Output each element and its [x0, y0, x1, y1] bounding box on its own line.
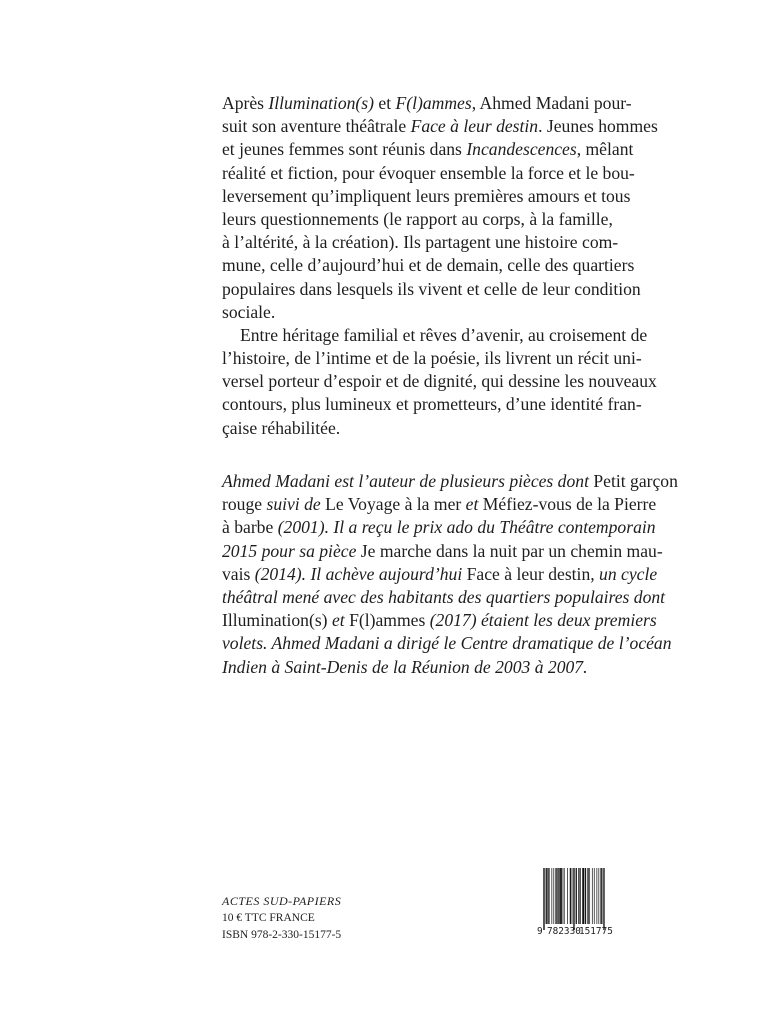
- barcode-bar: [574, 868, 575, 930]
- text-segment: à barbe: [222, 517, 278, 538]
- barcode-bar: [576, 868, 577, 924]
- text-line: [222, 185, 631, 208]
- synopsis-paragraph-1: [222, 92, 658, 324]
- barcode-bar: [567, 868, 568, 924]
- barcode: [537, 868, 613, 942]
- text-line: [222, 231, 619, 254]
- text-line: [222, 138, 634, 161]
- isbn: ISBN 978-2-330-15177-5: [222, 929, 342, 941]
- text-segment: réalité et fiction, pour évoquer ensemble la force et le bou-: [222, 162, 635, 183]
- text-line: [222, 162, 635, 185]
- text-line: [222, 632, 672, 655]
- text-segment: , Ahmed Madani pour-: [471, 93, 632, 113]
- barcode-bar: [570, 868, 571, 924]
- text-segment: Entre héritage familial et rêves d’avenir, au croisement de: [240, 324, 648, 345]
- text-segment: vais: [222, 563, 255, 584]
- barcode-bar: [598, 868, 599, 924]
- barcode-bar: [589, 868, 590, 924]
- barcode-bar: [573, 868, 574, 930]
- text-line: [222, 370, 657, 393]
- italic-segment: (2001). Il a reçu le prix ado du Théâtre contemporain: [277, 517, 656, 538]
- text-line: [222, 540, 663, 563]
- text-segment: Petit garçon: [593, 471, 678, 491]
- text-line: [222, 656, 600, 679]
- text-segment: leversement qu’impliquent leurs premières amours et tous: [222, 185, 631, 206]
- barcode-bar: [601, 868, 602, 924]
- barcode-bar: [600, 868, 601, 924]
- italic-segment: Face à leur destin: [410, 116, 539, 137]
- barcode-bar: [582, 868, 583, 924]
- italic-segment: (2014). Il achève aujourd’hui: [254, 563, 467, 584]
- text-segment: Le Voyage à la mer: [325, 494, 466, 515]
- text-line: [222, 563, 658, 586]
- barcode-bar: [548, 868, 549, 924]
- barcode-bar: [559, 868, 560, 924]
- text-line: [222, 208, 613, 231]
- italic-segment: volets. Ahmed Madani a dirigé le Centre dramatique de l’océan: [222, 633, 672, 654]
- barcode-bar: [594, 868, 595, 924]
- publisher-logo: ACTES SUD-PAPIERS: [222, 894, 342, 908]
- text-line: [222, 347, 642, 370]
- barcode-bar: [546, 868, 547, 924]
- barcode-bar: [583, 868, 584, 924]
- italic-segment: Ahmed Madani est l’auteur de plusieurs pièces dont: [222, 471, 594, 491]
- barcode-bar: [570, 868, 571, 924]
- barcode-bar: [549, 868, 550, 924]
- barcode-bar: [576, 868, 577, 924]
- text-line: [222, 301, 600, 324]
- text-line: [222, 115, 658, 138]
- barcode-bar: [588, 868, 589, 924]
- text-segment: Illumination(s): [222, 610, 332, 631]
- barcode-bar: [544, 868, 545, 930]
- text-line: [222, 324, 648, 347]
- text-line: [222, 586, 666, 609]
- text-line: [222, 278, 641, 301]
- barcode-bar: [557, 868, 558, 924]
- barcode-bar: [558, 868, 559, 924]
- barcode-bar: [561, 868, 562, 924]
- italic-segment: et: [331, 610, 350, 631]
- barcode-bar: [564, 868, 565, 924]
- barcode-right-group: 151775: [579, 926, 613, 937]
- synopsis: [222, 92, 658, 440]
- text-segment: F(l)ammes: [349, 610, 430, 631]
- imprint: [222, 893, 341, 944]
- barcode-bars: [543, 868, 605, 930]
- text-segment: l’histoire, de l’intime et de la poésie, ils livrent un récit uni-: [222, 348, 642, 369]
- italic-segment: F(l)ammes: [395, 93, 472, 113]
- text-segment: . Jeunes hommes: [538, 116, 658, 137]
- barcode-bar: [585, 868, 586, 924]
- barcode-bar: [546, 868, 547, 924]
- price: 10 € TTC FRANCE: [222, 912, 315, 924]
- barcode-bar: [602, 868, 603, 924]
- text-segment: versel porteur d’espoir et de dignité, qui dessine les nouveaux: [222, 371, 657, 392]
- text-line: [222, 254, 635, 277]
- text-line: [222, 92, 632, 115]
- barcode-bar: [585, 868, 586, 924]
- text-segment: et: [373, 93, 396, 113]
- italic-segment: Incandescences: [466, 139, 577, 160]
- italic-segment: Illumination(s): [268, 93, 374, 113]
- text-segment: leurs questionnements (le rapport au corps, à la famille,: [222, 208, 613, 229]
- text-line: [222, 417, 600, 440]
- author-bio: [222, 470, 678, 679]
- barcode-bar: [578, 868, 579, 924]
- text-line: [222, 609, 657, 632]
- barcode-bar: [604, 868, 605, 930]
- text-segment: mune, celle d’aujourd’hui et de demain, celle des quartiers: [222, 255, 635, 276]
- text-segment: suit son aventure théâtrale: [222, 116, 411, 137]
- text-segment: et jeunes femmes sont réunis dans: [222, 139, 467, 160]
- barcode-bar: [560, 868, 561, 924]
- barcode-bar: [543, 868, 544, 930]
- italic-segment: suivi de: [266, 494, 326, 515]
- barcode-bar: [556, 868, 557, 924]
- barcode-bar: [597, 868, 598, 924]
- barcode-bar: [547, 868, 548, 924]
- barcode-left-group: 782330: [547, 926, 581, 937]
- italic-segment: et: [465, 494, 483, 515]
- text-line: [222, 493, 657, 516]
- barcode-bar: [603, 868, 604, 930]
- barcode-bar: [572, 868, 573, 924]
- barcode-bar: [551, 868, 552, 924]
- text-segment: Je marche dans la nuit par un chemin mau-: [360, 540, 663, 561]
- italic-segment: (2017) étaient les deux premiers: [429, 610, 657, 631]
- text-line: [222, 470, 678, 493]
- barcode-bar: [555, 868, 556, 924]
- text-segment: à l’altérité, à la création). Ils partagent une histoire com-: [222, 232, 619, 253]
- barcode-bar: [580, 868, 581, 924]
- text-line: [222, 393, 642, 416]
- barcode-bar: [553, 868, 554, 924]
- italic-segment: , un cycle: [590, 563, 658, 584]
- barcode-bar: [587, 868, 588, 924]
- text-segment: populaires dans lesquels ils vivent et celle de leur condition: [222, 278, 641, 299]
- barcode-bar: [583, 868, 584, 924]
- text-segment: rouge: [222, 494, 267, 515]
- text-line: [222, 516, 656, 539]
- italic-segment: théâtral mené avec des habitants des quartiers populaires dont: [222, 586, 666, 607]
- synopsis-paragraph-2: [222, 324, 657, 440]
- text-segment: çaise réhabilitée.: [222, 417, 341, 438]
- italic-segment: 2015 pour sa pièce: [222, 540, 361, 561]
- barcode-bar: [592, 868, 593, 924]
- text-segment: Face à leur destin: [466, 563, 591, 584]
- text-segment: , mêlant: [576, 139, 634, 160]
- barcode-bar: [579, 868, 580, 924]
- text-segment: sociale.: [222, 301, 276, 322]
- text-segment: Après: [222, 93, 269, 113]
- barcode-lead-digit: 9: [537, 926, 543, 937]
- text-segment: contours, plus lumineux et prometteurs, d’une identité fran-: [222, 394, 642, 415]
- italic-segment: Indien à Saint-Denis de la Réunion de 2003 à 2007.: [222, 656, 588, 677]
- barcode-bar: [561, 868, 562, 924]
- text-segment: Méfiez-vous de la Pierre: [482, 494, 657, 515]
- barcode-bar: [563, 868, 564, 924]
